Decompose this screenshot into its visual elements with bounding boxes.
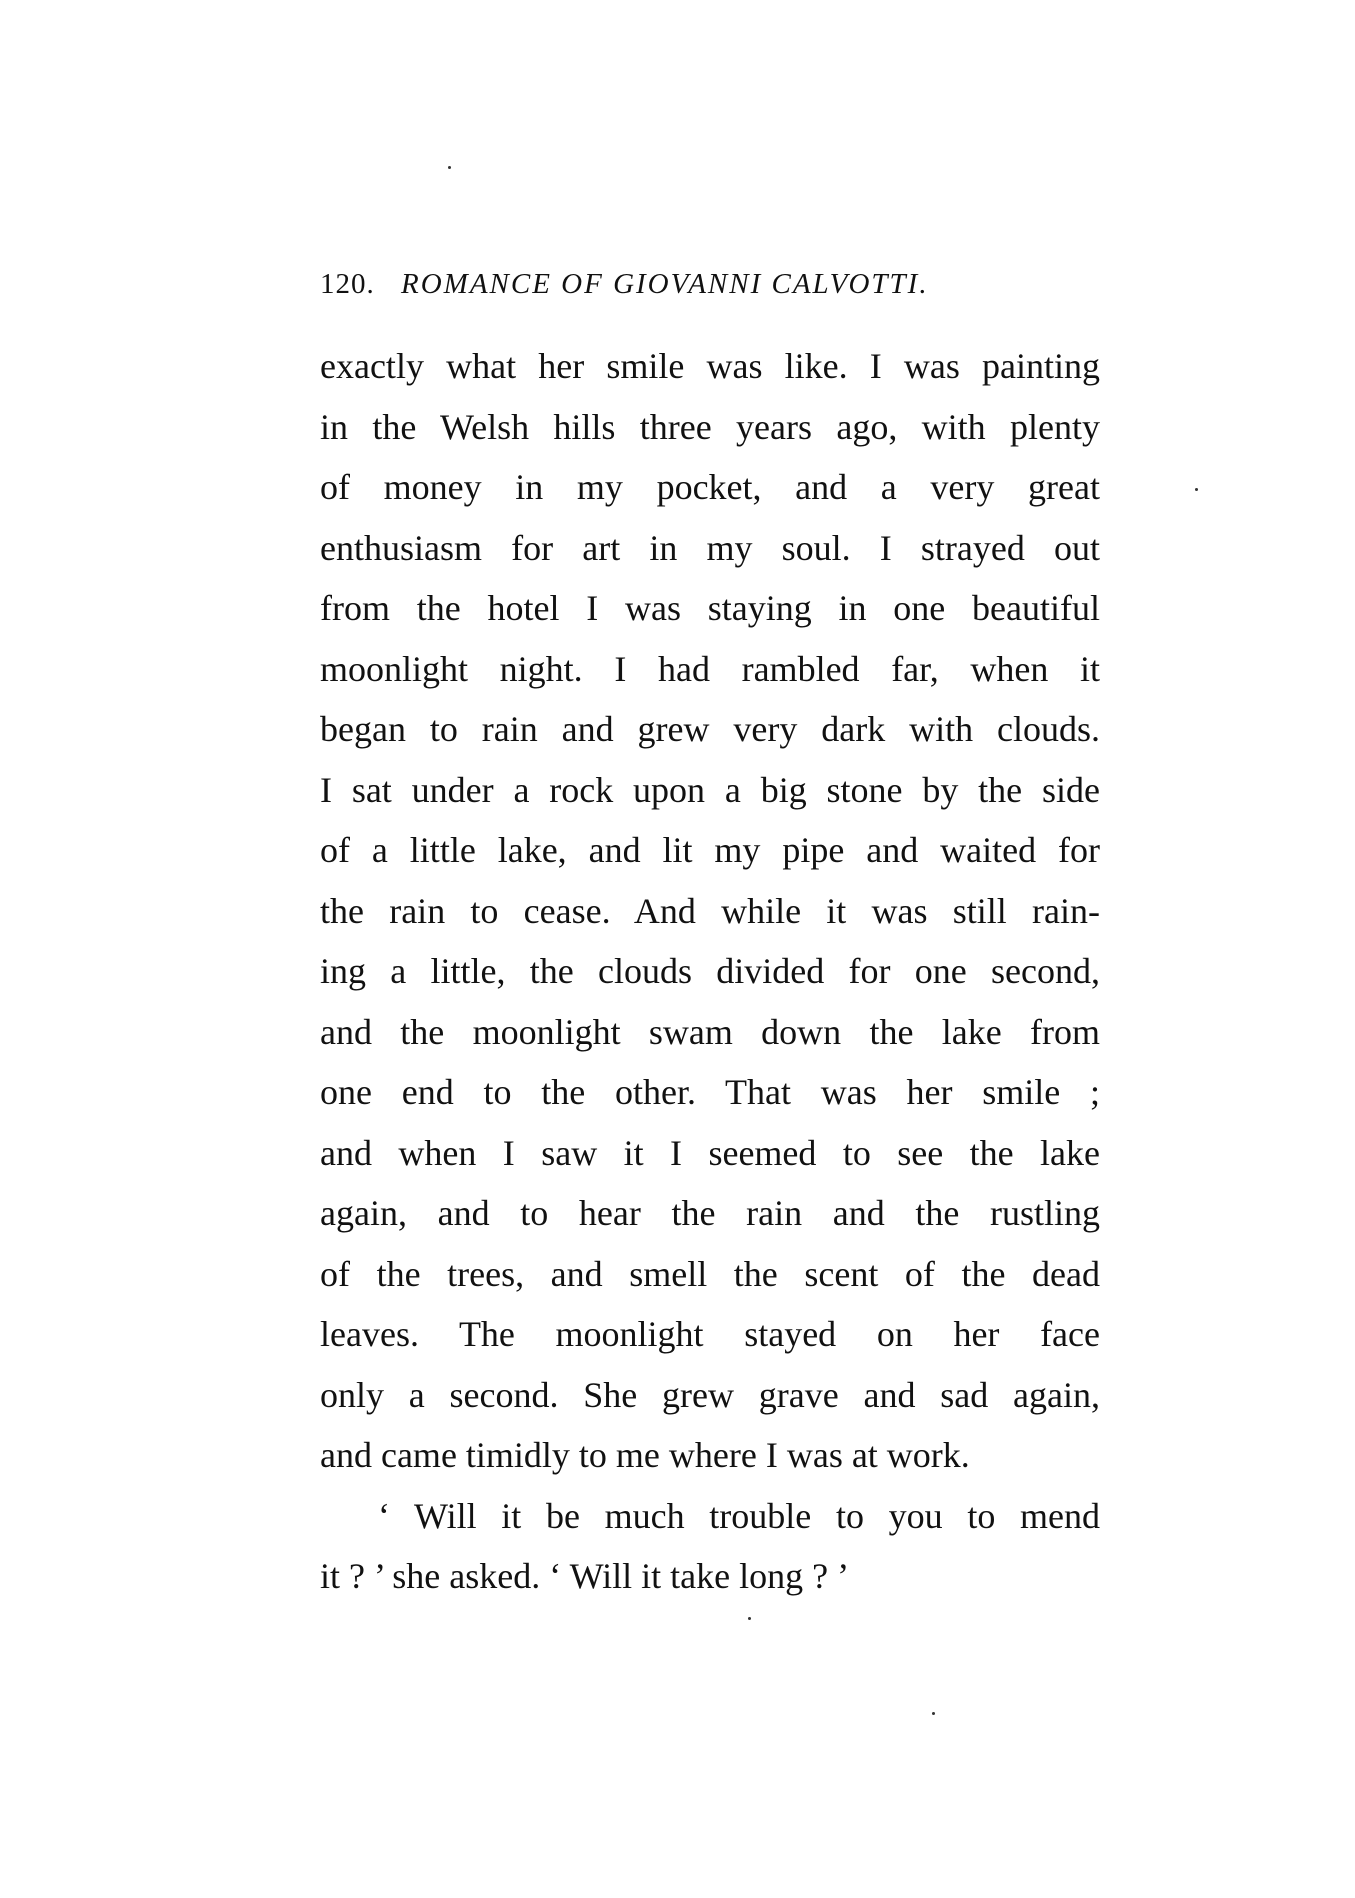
text-line: and the moonlight swam down the lake from: [320, 1011, 1100, 1052]
print-speck: [448, 166, 451, 169]
text-line: exactly what her smile was like. I was painting: [320, 346, 1100, 386]
text-line: of a little lake, and lit my pipe and waited for: [320, 830, 1100, 870]
text-line: enthusiasm for art in my soul. I strayed out: [320, 527, 1100, 568]
text-line: in the Welsh hills three years ago, with plenty: [320, 406, 1100, 447]
print-speck: [748, 1617, 751, 1620]
text-line: from the hotel I was staying in one beautiful: [320, 588, 1100, 628]
text-line: only a second. She grew grave and sad again,: [320, 1374, 1100, 1415]
text-line: ing a little, the clouds divided for one second,: [320, 951, 1100, 991]
text-line: ‘ Will it be much trouble to you to mend: [378, 1495, 1100, 1536]
print-speck: [932, 1712, 935, 1715]
running-title: ROMANCE OF GIOVANNI CALVOTTI.: [401, 268, 929, 300]
text-line: leaves. The moonlight stayed on her face: [320, 1314, 1100, 1354]
text-line: of money in my pocket, and a very great: [320, 467, 1100, 507]
text-line: I sat under a rock upon a big stone by the side: [320, 769, 1100, 810]
running-header: [320, 268, 929, 301]
text-line: it ? ’ she asked. ‘ Will it take long ? ’: [320, 1556, 850, 1596]
text-line: one end to the other. That was her smile ;: [320, 1072, 1100, 1112]
text-line: began to rain and grew very dark with clouds.: [320, 709, 1100, 749]
print-speck: [1195, 488, 1198, 491]
body-text: [320, 336, 1100, 1607]
text-line: again, and to hear the rain and the rustling: [320, 1193, 1100, 1233]
text-line: moonlight night. I had rambled far, when it: [320, 648, 1100, 689]
text-line: of the trees, and smell the scent of the dead: [320, 1253, 1100, 1294]
text-line: and when I saw it I seemed to see the lake: [320, 1132, 1100, 1173]
text-line: and came timidly to me where I was at work.: [320, 1435, 970, 1475]
text-line: the rain to cease. And while it was still rain-: [320, 890, 1100, 931]
page-number: 120.: [320, 268, 375, 300]
